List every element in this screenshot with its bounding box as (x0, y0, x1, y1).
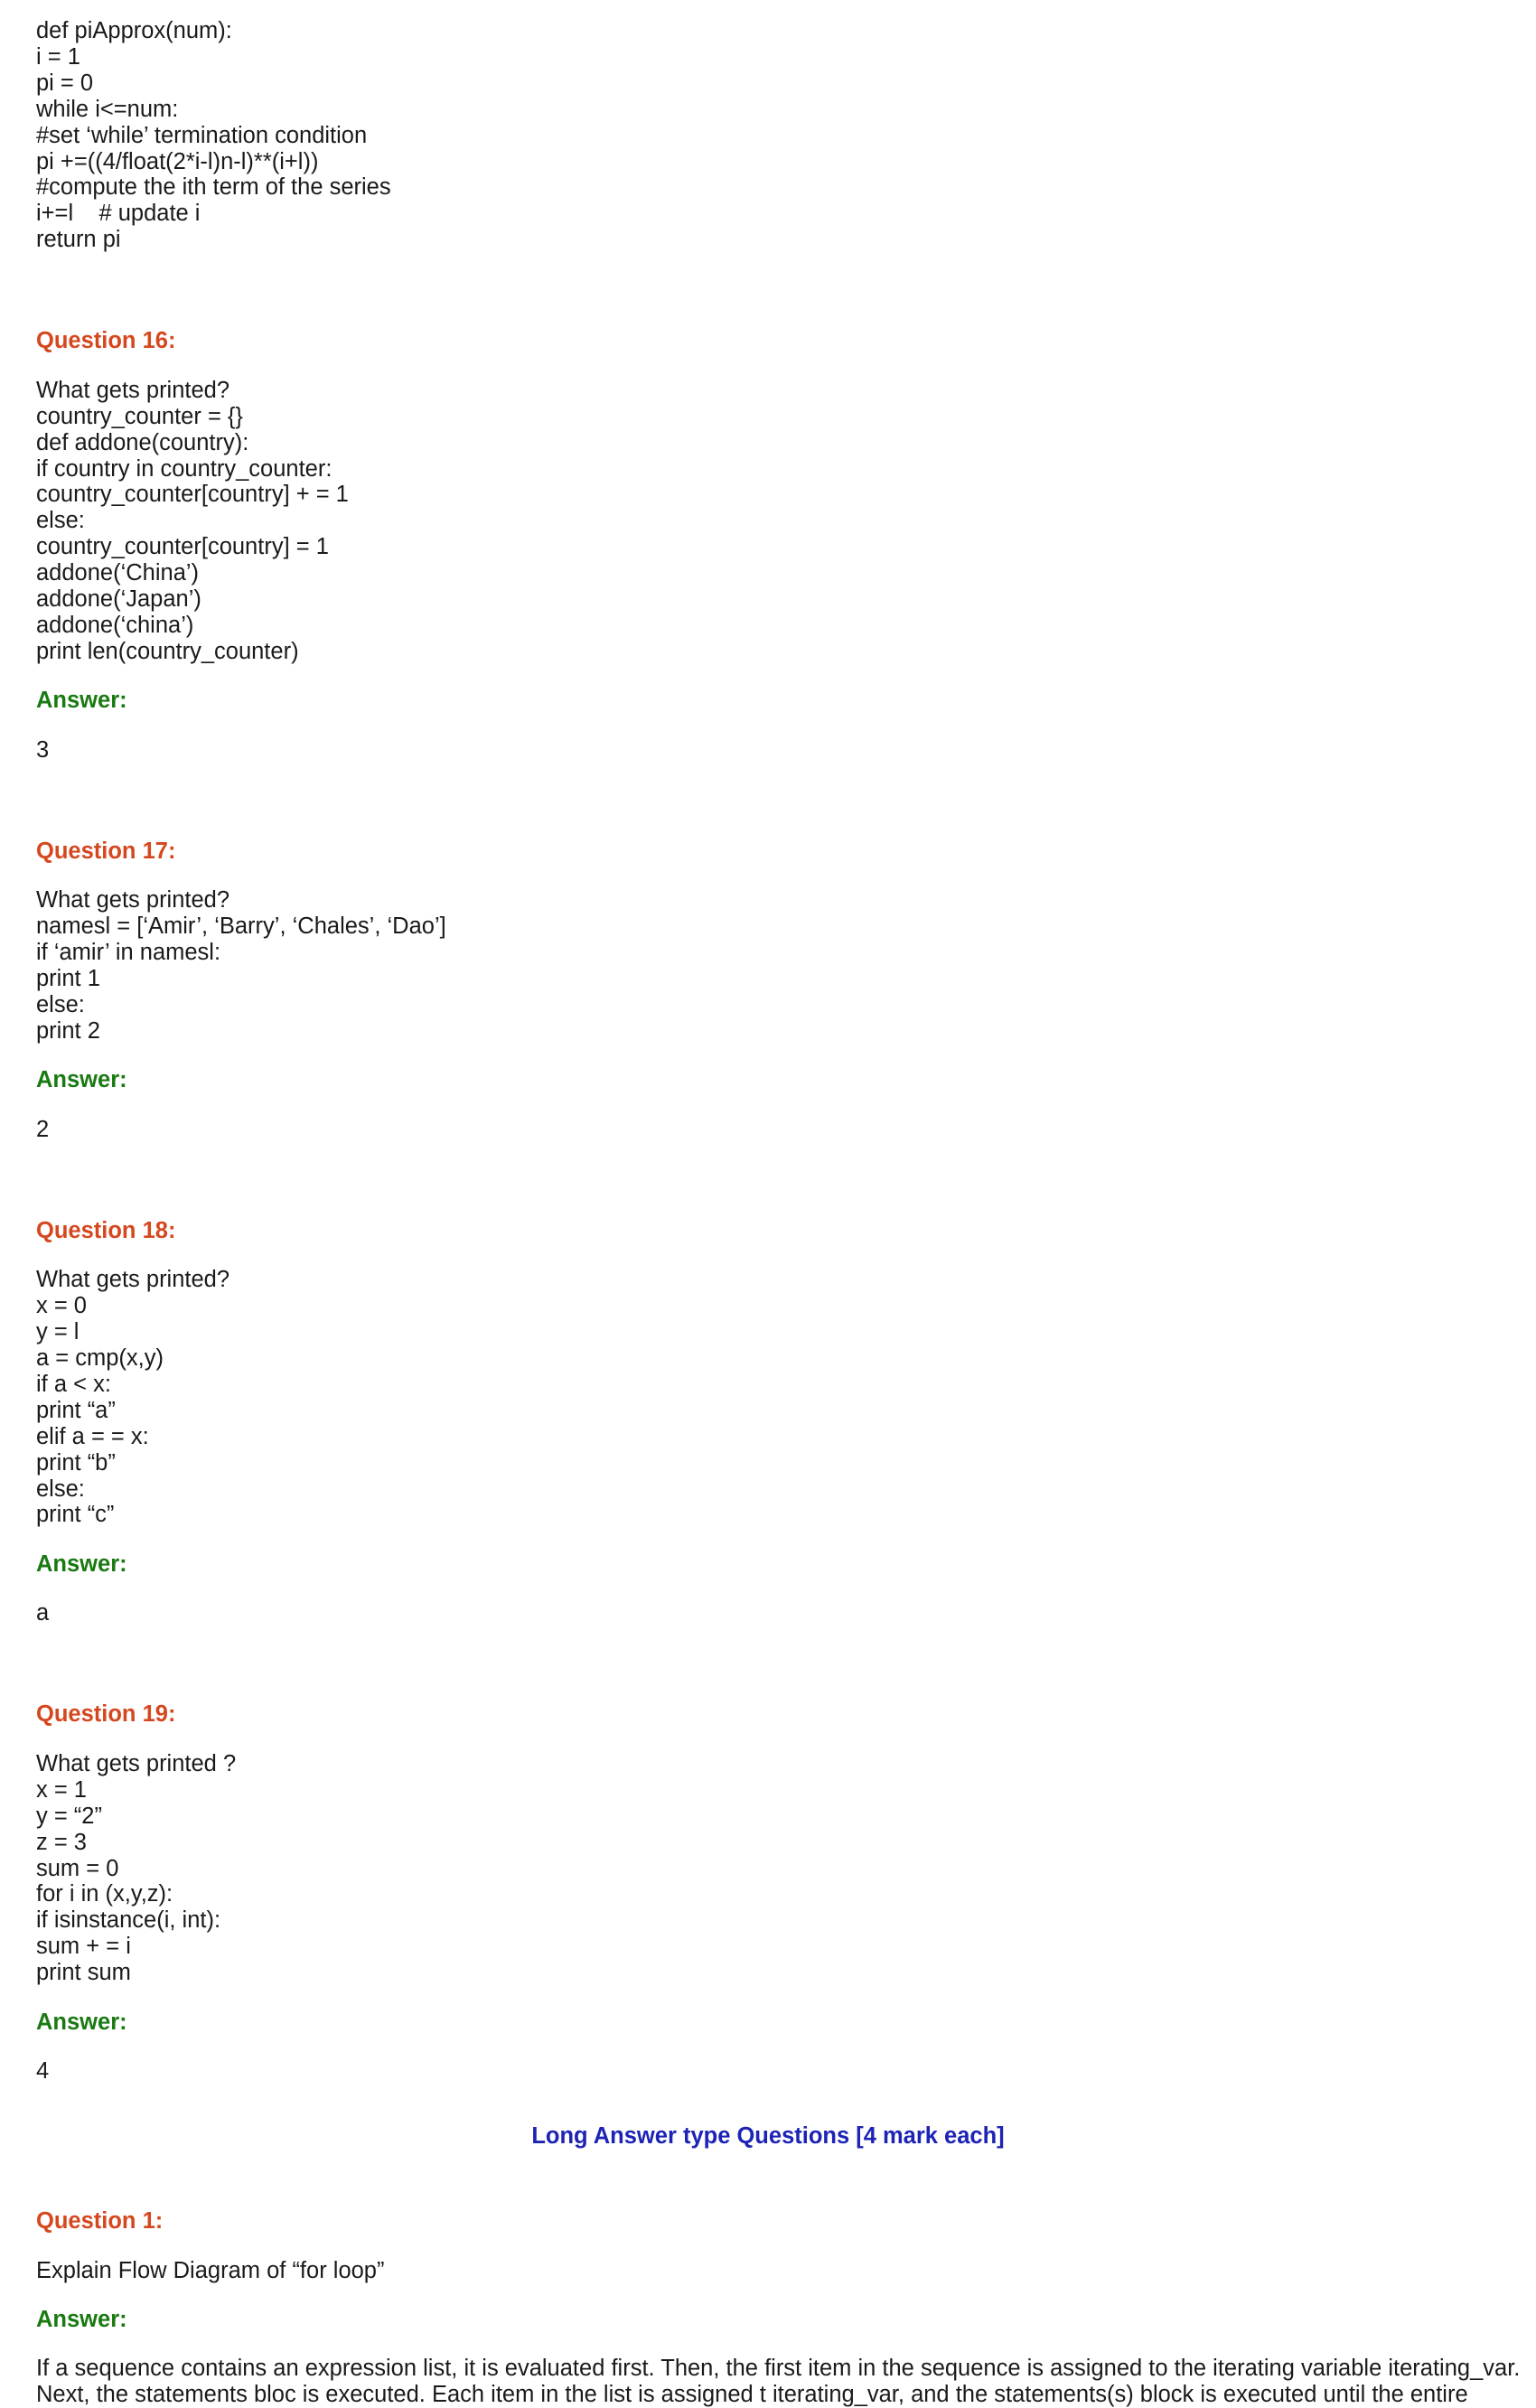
section-heading: Long Answer type Questions [4 mark each] (531, 2122, 1005, 2149)
question-line: if isinstance(i, int): (36, 1907, 221, 1934)
code-line: #compute the ith term of the series (36, 174, 391, 201)
question-line: x = 0 (36, 1293, 87, 1319)
answer-label: Answer: (36, 1067, 127, 1093)
question-line: y = “2” (36, 1803, 102, 1829)
question-line: sum + = i (36, 1934, 131, 1960)
code-line: i = 1 (36, 43, 80, 70)
question-line: def addone(country): (36, 429, 249, 455)
question-line: country_counter[country] + = 1 (36, 482, 349, 508)
question-line: sum = 0 (36, 1855, 119, 1881)
answer-label: Answer: (36, 2307, 127, 2333)
code-line: #set ‘while’ termination condition (36, 122, 368, 148)
code-line: while i<=num: (36, 96, 179, 122)
code-block-piapprox (36, 18, 1536, 253)
question-line: country_counter[country] = 1 (36, 534, 329, 560)
question-line: y = l (36, 1319, 80, 1345)
question-line: else: (36, 508, 85, 534)
question-line: What gets printed? (36, 377, 230, 403)
answer-value: a (36, 1600, 50, 1626)
question-line: addone(‘china’) (36, 613, 194, 639)
question-line: What gets printed ? (36, 1750, 237, 1776)
question-line: else: (36, 991, 85, 1017)
answer-paragraph-line: If a sequence contains an expression list, it is evaluated first. Then, the first item in the sequence is assigned to the iterating variable iterating_var. (36, 2356, 1521, 2382)
long-question-1 (36, 2208, 1536, 2408)
answer-label: Answer: (36, 1551, 127, 1577)
question-line: namesl = [‘Amir’, ‘Barry’, ‘Chales’, ‘Dao’] (36, 914, 446, 940)
code-line: pi = 0 (36, 70, 94, 96)
question-title: Question 1: (36, 2208, 164, 2235)
question-line: print “c” (36, 1502, 115, 1528)
question-line: x = 1 (36, 1776, 87, 1803)
question-18 (36, 1218, 1536, 1626)
question-prompt: Explain Flow Diagram of “for loop” (36, 2257, 385, 2283)
code-line: def piApprox(num): (36, 18, 232, 43)
question-line: print “b” (36, 1449, 116, 1476)
question-line: z = 3 (36, 1829, 87, 1855)
question-line: print len(country_counter) (36, 638, 299, 664)
answer-label: Answer: (36, 2009, 127, 2035)
question-title: Question 18: (36, 1217, 176, 1243)
question-title: Question 16: (36, 328, 176, 354)
question-line: What gets printed? (36, 1267, 230, 1293)
question-line: for i in (x,y,z): (36, 1881, 173, 1907)
question-line: if country in country_counter: (36, 455, 332, 482)
code-line: pi +=((4/float(2*i-l)n-l)**(i+l)) (36, 148, 319, 174)
answer-value: 2 (36, 1116, 50, 1142)
question-line: if ‘amir’ in namesl: (36, 940, 221, 966)
question-19 (36, 1701, 1536, 2084)
question-line: print “a” (36, 1397, 116, 1423)
question-line: addone(‘China’) (36, 560, 200, 586)
answer-paragraph-line: Next, the statements bloc is executed. Each item in the list is assigned t iterating_var, and the statements(s) block is executed until the entire (36, 2382, 1468, 2408)
answer-label: Answer: (36, 688, 127, 714)
question-title: Question 19: (36, 1701, 176, 1728)
question-17 (36, 839, 1536, 1143)
question-line: if a < x: (36, 1371, 111, 1397)
question-title: Question 17: (36, 838, 176, 864)
answer-value: 3 (36, 736, 50, 763)
question-line: a = cmp(x,y) (36, 1345, 164, 1372)
code-line: return pi (36, 227, 121, 253)
question-16 (36, 328, 1536, 763)
question-line: country_counter = {} (36, 403, 243, 429)
answer-value: 4 (36, 2057, 50, 2084)
question-line: What gets printed? (36, 887, 230, 914)
question-line: print sum (36, 1960, 131, 1986)
question-line: else: (36, 1476, 85, 1502)
question-line: print 2 (36, 1017, 100, 1044)
question-line: print 1 (36, 966, 100, 992)
question-line: elif a = = x: (36, 1423, 149, 1449)
question-line: addone(‘Japan’) (36, 586, 201, 613)
code-line: i+=l # update i (36, 201, 201, 227)
